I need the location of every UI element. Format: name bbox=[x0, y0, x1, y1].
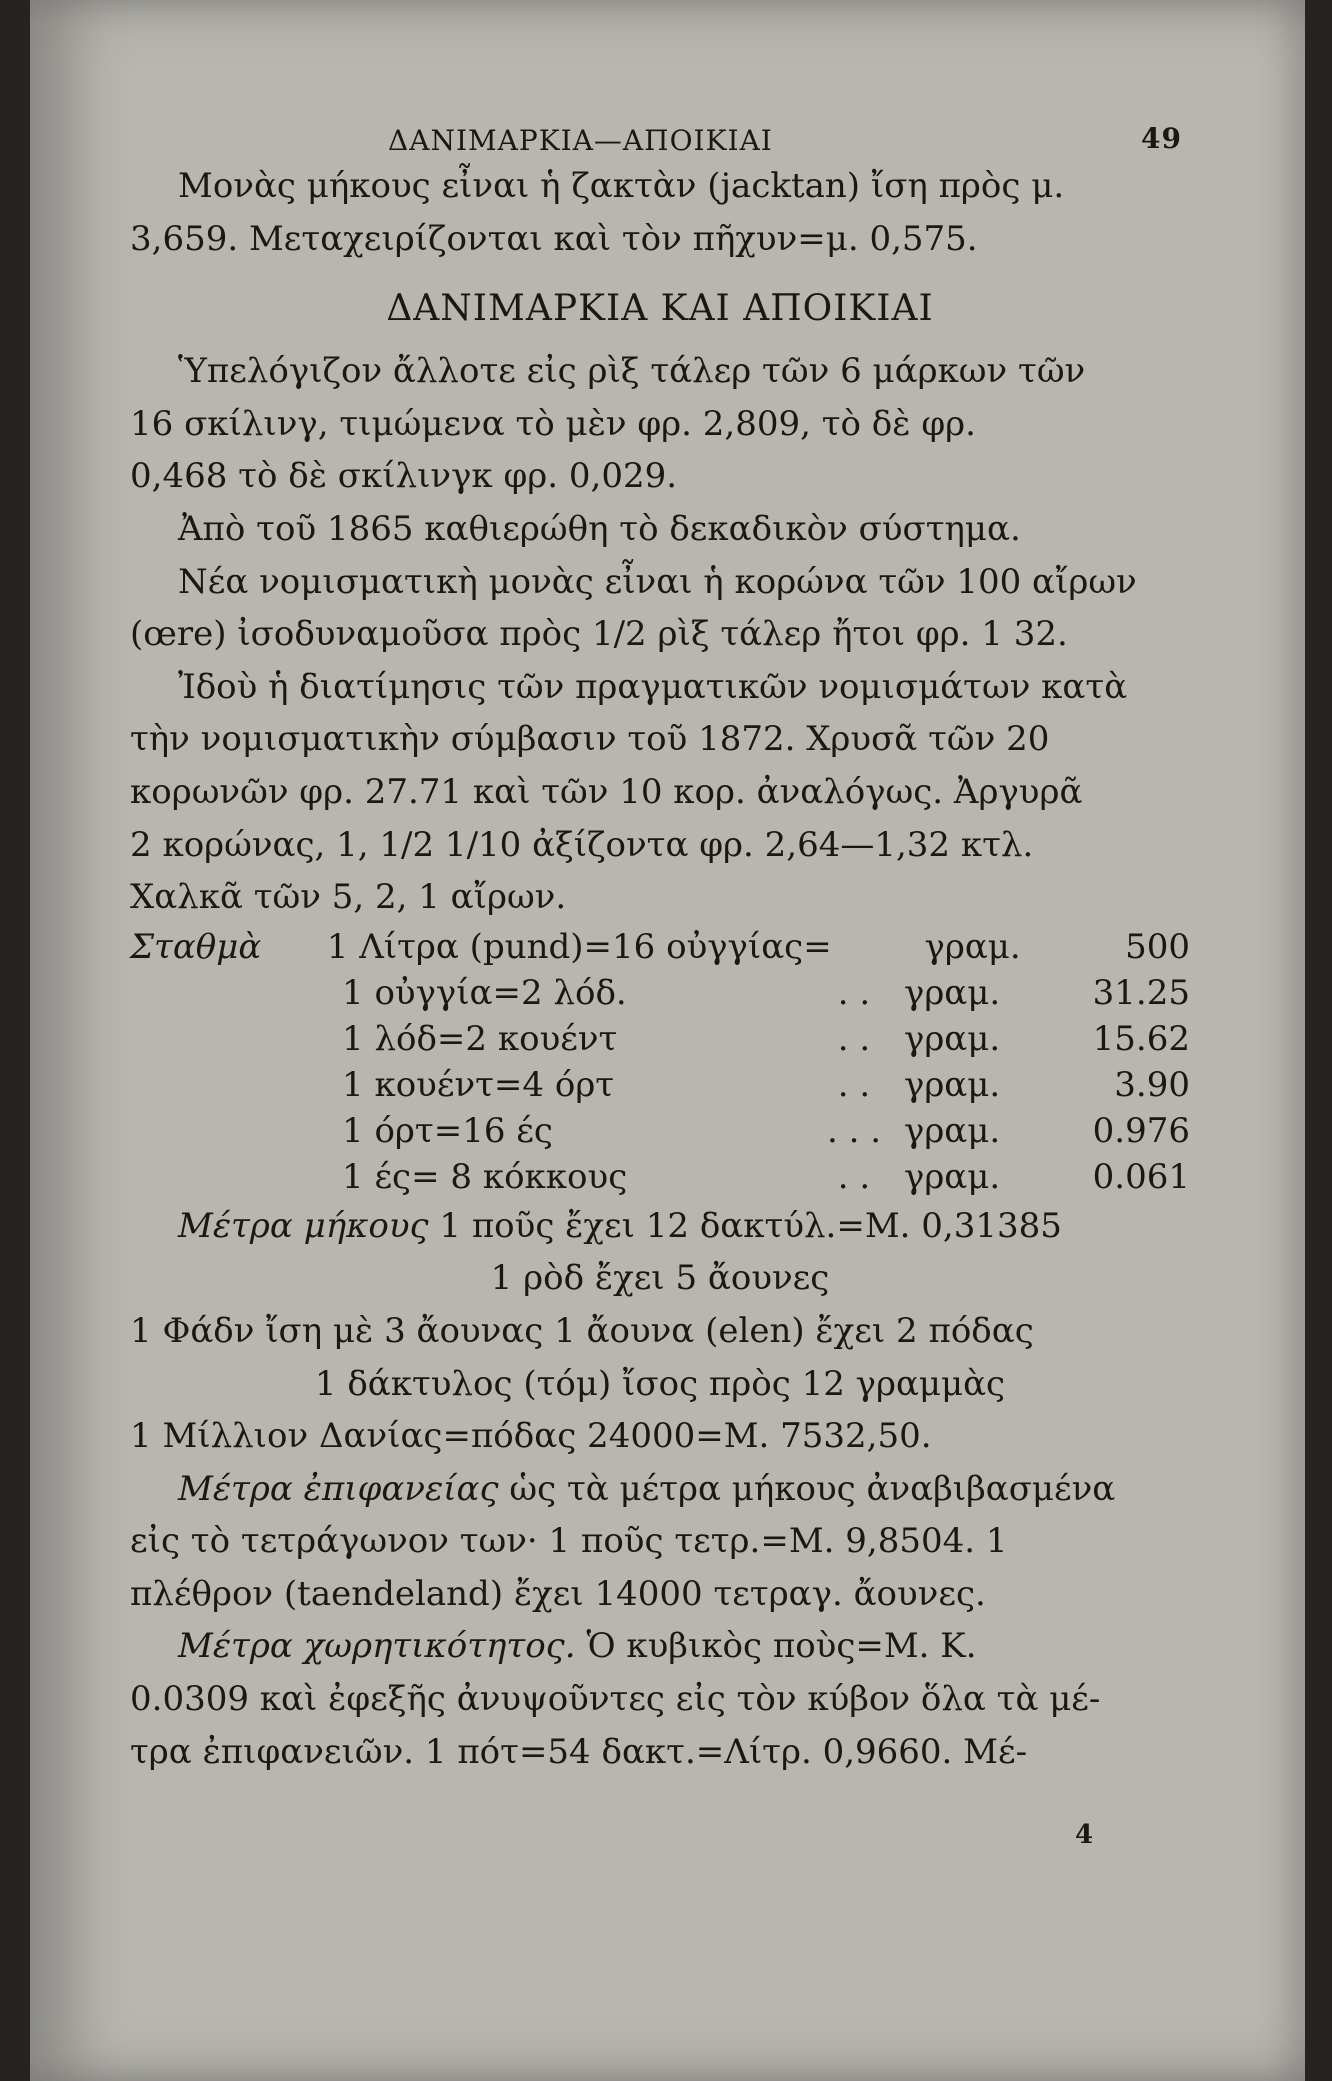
text-line: Χαλκᾶ τῶν 5, 2, 1 αἴρων. bbox=[130, 877, 567, 918]
weights-row bbox=[130, 924, 1190, 970]
weights-dots: . . . bbox=[826, 1110, 882, 1151]
weights-lead: 1 όρτ=16 ές bbox=[342, 1110, 553, 1151]
capacity-measures bbox=[130, 1620, 1190, 1778]
text-line: Ὑπελόγιζον ἄλλοτε εἰς ρὶξ τάλερ τῶν 6 μάρκων τῶν bbox=[178, 351, 1086, 392]
area-label: Μέτρα ἐπιφανείας bbox=[178, 1468, 499, 1509]
length-line: 1 δάκτυλος (τόμ) ἴσος πρὸς 12 γραμμὰς bbox=[314, 1363, 1006, 1404]
section-title: ΔΑΝΙΜΑΡΚΙΑ ΚΑΙ ΑΠΟΙΚΙΑΙ bbox=[386, 288, 934, 330]
text-line: Νέα νομισματικὴ μονὰς εἶναι ἡ κορώνα τῶν 100 αἴρων bbox=[178, 561, 1137, 602]
capacity-line bbox=[130, 1620, 1190, 1673]
intro-line: 3,659. Μεταχειρίζονται καὶ τὸν πῆχυν=μ. 0,575. bbox=[130, 218, 978, 259]
running-title: ΔΑΝΙΜΑΡΚΙΑ—ΑΠΟΙΚΙΑΙ bbox=[388, 124, 773, 157]
weights-dots: . . bbox=[837, 1064, 871, 1105]
weights-unit: γραμ. bbox=[904, 1018, 1001, 1059]
weights-unit: γραμ. bbox=[904, 1156, 1001, 1197]
weights-lead: 1 κουέντ=4 όρτ bbox=[342, 1064, 615, 1105]
length-line: 1 ρὸδ ἔχει 5 ἄουνες bbox=[490, 1258, 830, 1299]
weights-row bbox=[130, 1108, 1190, 1154]
book-page bbox=[30, 0, 1305, 2081]
area-line: εἰς τὸ τετράγωνον των· 1 ποῦς τετρ.=Μ. 9,8504. 1 bbox=[130, 1521, 1008, 1562]
weights-dots: . . bbox=[837, 1018, 871, 1059]
weights-dots bbox=[832, 924, 925, 970]
weights-value: 15.62 bbox=[1092, 1018, 1190, 1059]
weights-lead: 1 οὐγγία=2 λόδ. bbox=[342, 972, 627, 1013]
length-line: 1 Φάδν ἴση μὲ 3 ἄουνας 1 ἄουνα (elen) ἔχει 2 πόδας bbox=[130, 1310, 1034, 1351]
weights-row bbox=[130, 970, 1190, 1016]
text-line: 16 σκίλινγ, τιμώμενα τὸ μὲν φρ. 2,809, τὸ δὲ φρ. bbox=[130, 403, 976, 444]
weights-lead: 1 Λίτρα (pund)=16 οὐγγίας= bbox=[326, 926, 832, 967]
area-text: ὡς τὰ μέτρα μήκους ἀναβιβασμένα bbox=[509, 1468, 1116, 1509]
length-label: Μέτρα μήκους bbox=[178, 1205, 429, 1246]
text-line: Ἰδοὺ ἡ διατίμησις τῶν πραγματικῶν νομισμάτων κατὰ bbox=[178, 666, 1128, 707]
page-content bbox=[130, 110, 1190, 1778]
intro-block bbox=[130, 160, 1190, 265]
length-line bbox=[130, 1200, 1190, 1253]
page-number: 49 bbox=[1141, 122, 1182, 155]
text-line: κορωνῶν φρ. 27.71 καὶ τῶν 10 κορ. ἀναλόγως. Ἀργυρᾶ bbox=[130, 771, 1083, 812]
weights-unit: γραμ. bbox=[924, 926, 1021, 967]
weights-table bbox=[130, 924, 1190, 1200]
running-header bbox=[130, 110, 1190, 160]
weights-dots: . . bbox=[837, 1156, 871, 1197]
length-text: 1 ποῦς ἔχει 12 δακτύλ.=Μ. 0,31385 bbox=[439, 1205, 1062, 1246]
area-line: πλέθρον (taendeland) ἔχει 14000 τετραγ. ἄουνες. bbox=[130, 1573, 986, 1614]
intro-line: Μονὰς μήκους εἶναι ἡ ζακτὰν (jacktan) ἴση πρὸς μ. bbox=[178, 166, 1065, 206]
weights-unit: γραμ. bbox=[904, 1110, 1001, 1151]
capacity-label: Μέτρα χωρητικότητος. bbox=[178, 1626, 576, 1667]
weights-unit: γραμ. bbox=[904, 1064, 1001, 1105]
text-line: τὴν νομισματικὴν σύμβασιν τοῦ 1872. Χρυσᾶ τῶν 20 bbox=[130, 719, 1050, 760]
area-line bbox=[130, 1463, 1190, 1516]
weights-unit: γραμ. bbox=[904, 972, 1001, 1013]
length-measures bbox=[130, 1200, 1190, 1463]
weights-value: 0.976 bbox=[1092, 1110, 1190, 1151]
weights-lead: 1 λόδ=2 κουέντ bbox=[342, 1018, 618, 1059]
length-line: 1 Μίλλιον Δανίας=πόδας 24000=Μ. 7532,50. bbox=[130, 1416, 932, 1457]
weights-row bbox=[130, 1154, 1190, 1200]
weights-value: 3.90 bbox=[1114, 1064, 1190, 1105]
weights-lead: 1 ές= 8 κόκκους bbox=[342, 1156, 628, 1197]
text-line: (œre) ἰσοδυναμοῦσα πρὸς 1/2 ρὶξ τάλερ ἤτοι φρ. 1 32. bbox=[130, 614, 1068, 655]
signature-mark: 4 bbox=[1075, 1820, 1094, 1850]
text-line: 2 κορώνας, 1, 1/2 1/10 ἀξίζοντα φρ. 2,64—1,32 κτλ. bbox=[130, 824, 1034, 865]
capacity-text: Ὁ κυβικὸς ποὺς=Μ. Κ. bbox=[586, 1626, 977, 1667]
weights-label: Σταθμὰ bbox=[130, 926, 262, 967]
weights-value: 31.25 bbox=[1092, 972, 1190, 1013]
currency-paragraphs bbox=[130, 345, 1190, 924]
weights-value: 0.061 bbox=[1092, 1156, 1190, 1197]
weights-dots: . . bbox=[837, 972, 871, 1013]
capacity-line: 0.0309 καὶ ἐφεξῆς ἀνυψοῦντες εἰς τὸν κύβον ὅλα τὰ μέ- bbox=[130, 1679, 1101, 1720]
text-line: Ἀπὸ τοῦ 1865 καθιερώθη τὸ δεκαδικὸν σύστημα. bbox=[178, 508, 1021, 549]
text-line: 0,468 τὸ δὲ σκίλινγκ φρ. 0,029. bbox=[130, 456, 678, 497]
weights-row bbox=[130, 1016, 1190, 1062]
capacity-line: τρα ἐπιφανειῶν. 1 πότ=54 δακτ.=Λίτρ. 0,9660. Μέ- bbox=[130, 1731, 1028, 1772]
weights-row bbox=[130, 1062, 1190, 1108]
weights-value: 500 bbox=[1125, 926, 1190, 967]
area-measures bbox=[130, 1463, 1190, 1621]
